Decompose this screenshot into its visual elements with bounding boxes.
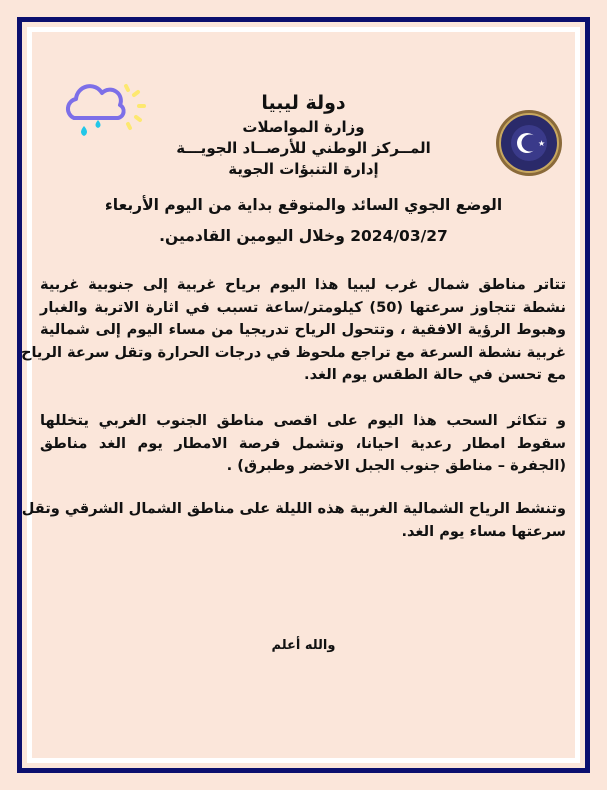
closing-phrase: والله أعلم [271,638,336,653]
paragraph-line: وهبوط الرؤية الافقية ، وتتحول الرياح تدريجيا من مساء اليوم إلى شمالية [40,321,566,338]
ministry-heading: وزارة المواصلات [242,118,365,136]
forecast-paragraph-night [21,498,566,543]
paragraph-line: مع تحسن في حالة الطقس يوم الغد. [304,366,566,383]
country-heading: دولة ليبيا [261,92,346,114]
paragraph-line: وتنشط الرياح الشمالية الغربية هذه الليلة على مناطق الشمال الشرقي وتقل [21,500,566,517]
bulletin-title-line1: الوضع الجوي السائد والمتوقع بداية من اليوم الأربعاء [104,196,503,214]
paragraph-line: نشطة تتجاوز سرعتها (50) كيلومتر/ساعة تسبب في اثارة الاتربة والغبار [40,298,566,316]
paragraph-line: و تتكاثر السحب هذا اليوم على اقصى مناطق الجنوب الغربي يتخللها [40,412,566,429]
bulletin-title-line2: 2024/03/27 وخلال اليومين القادمين. [159,227,448,245]
paragraph-line: (الجفرة – مناطق جنوب الجبل الاخضر وطبرق) . [226,457,566,474]
paragraph-line: سرعتها مساء يوم الغد. [401,522,566,540]
svg-text:★: ★ [538,139,546,148]
department-heading: إدارة التنبؤات الجوية [228,160,379,178]
paragraph-line: تتاتر مناطق شمال غرب ليبيا هذا اليوم برياح غربية إلى جنوبية غربية [40,276,566,293]
center-heading: المــركز الوطني للأرصــاد الجويـــة [176,139,431,157]
forecast-paragraph-winds [20,274,566,387]
forecast-paragraph-clouds [40,410,566,478]
paragraph-line: سقوط امطار رعدية احيانا، وتشمل فرصة الامطار يوم الغد مناطق [40,434,566,452]
paragraph-line: غربية نشطة السرعة مع تراجع ملحوظ في درجات الحرارة وتقل سرعة الرياح [20,343,566,361]
